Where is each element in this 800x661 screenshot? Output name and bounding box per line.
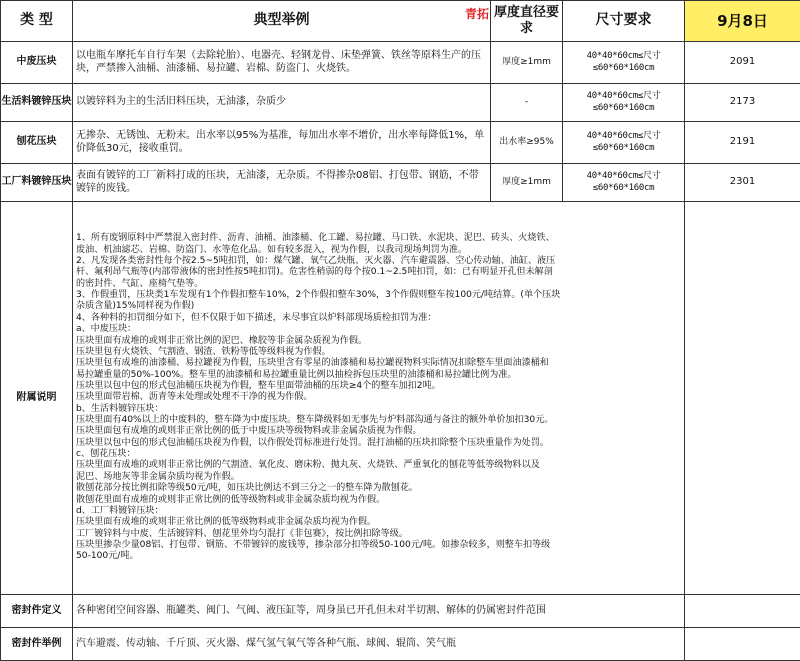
notes-line: 3、作假重罚，压块类1车发现有1个作假扣整车10%，2个作假扣整车30%，3个作假则整车按100元/吨结算。(单个压块 [76,290,681,301]
header-example [73,1,491,42]
notes-line: 1、所有废钢原料中严禁混入密封件、沥青、油桶、油漆桶、化工罐、易拉罐、马口铁、水泥块、泥巴、砖头、火烧铁、 [76,233,681,244]
notes-line: a、中废压块： [76,324,681,335]
row-thickness: 厚度≥1mm [491,164,563,202]
row-category: 工厂料镀锌压块 [1,164,73,202]
header-example-label: 典型举例 [254,12,310,28]
row-example: 以电瓶车摩托车自行车架（去除轮胎）、电器壳、轻钢龙骨、床垫弹簧、铁丝等原料生产的压块，严禁掺入油桶、油漆桶、易拉罐、岩棉、防盗门、火烧铁。 [73,42,491,84]
notes-line: 压块里包有成堆的油漆桶、易拉罐视为作假，压块里含有零星的油漆桶和易拉罐视物料实际情况扣除整车里面油漆桶和 [76,358,681,369]
row-value: 2173 [685,84,800,122]
header-date: 9月8日 [685,1,800,42]
seal-examples-row [1,628,800,661]
notes-line: 泥巴、场地灰等非金属杂质均视为作假。 [76,472,681,483]
notes-line: 压块里面有成堆的或则非正常比例的低等级物料或非金属杂质均视为作假。 [76,517,681,528]
notes-line: 压块里面有40%以上的中废料的，整车降为中废压块。整车降级料如无事先与炉料部沟通与备注的额外单价加扣30元。 [76,415,681,426]
row-value: 2301 [685,164,800,202]
notes-line: 2、凡发现各类密封性每个按2.5~5吨扣罚，如：煤气罐、氧气乙炔瓶、灭火器、汽车避震器、空心传动轴、油缸、液压 [76,256,681,267]
table-row [1,164,800,202]
row-thickness: 出水率≥95% [491,122,563,164]
seal-definition-text: 各种密闭空间容器、瓶罐类、阀门、气阀、液压缸等，周身虽已开孔但未对半切割、解体的仍属密封件范围 [73,595,685,628]
row-category: 生活料镀锌压块 [1,84,73,122]
notes-line: 散刨花部分按比例扣除等级50元/吨，如压块比例达不到三分之一的整车降为散刨花。 [76,483,681,494]
row-size: 40*40*60cm≤尺寸≤60*60*160cm [563,84,685,122]
row-thickness: - [491,84,563,122]
notes-line: 50-100元/吨。 [76,551,681,562]
notes-lines [76,233,681,562]
notes-line: 散刨花里面有成堆的或则非正常比例的低等级物料或非金属杂质均视为作假。 [76,495,681,506]
row-example: 以镀锌料为主的生活旧料压块，无油漆，杂质少 [73,84,491,122]
row-category: 刨花压块 [1,122,73,164]
notes-line: b、生活料镀锌压块： [76,404,681,415]
header-row [1,1,800,42]
row-value: 2091 [685,42,800,84]
notes-line: d、工厂料镀锌压块： [76,506,681,517]
table-row [1,84,800,122]
notes-line: 杆、氟利昂气瓶等(内部带液体的密封性按5吨扣罚)。危害性稍弱的每个按0.1~2.5吨扣罚，如：已有明显开孔但未解剖 [76,267,681,278]
table-row [1,42,800,84]
header-category: 类 型 [1,1,73,42]
row-category: 中废压块 [1,42,73,84]
notes-line: 压块里面有成堆的或则非正常比例的泥巴、橡胶等非金属杂质视为作假。 [76,336,681,347]
header-stamp: 青拓 [465,7,489,22]
notes-line: 压块里以包中包的形式包油桶压块视为作假，整车里面带油桶的压块≥4个的整车加扣2吨。 [76,381,681,392]
row-size: 40*40*60cm≤尺寸≤60*60*160cm [563,42,685,84]
notes-line: 压块里包有火烧铁、气割渣、钢渣、铁粉等低等级料视为作假。 [76,347,681,358]
header-size: 尺寸要求 [563,1,685,42]
notes-line: 4、各种料的扣罚细分如下，但不仅限于如下描述，未尽事宜以炉料部现场质检扣罚为准： [76,313,681,324]
notes-line: 杂质含量)15%同样视为作假) [76,301,681,312]
seal-definition-label: 密封件定义 [1,595,73,628]
row-example: 无掺杂、无锈蚀、无粉末。出水率以95%为基准，每加出水率不增价，出水率每降低1%，单价降低30元，接收重罚。 [73,122,491,164]
row-size: 40*40*60cm≤尺寸≤60*60*160cm [563,122,685,164]
notes-line: 的密封件、气缸、座椅气垫等。 [76,279,681,290]
seal-definition-blank [685,595,800,628]
notes-line: 压块里以包中包的形式包油桶压块视为作假，以作假处罚标准进行处罚。混打油桶的压块扣除整个压块重量作为处罚。 [76,438,681,449]
notes-line: 工厂镀锌料与中废、生活镀锌料、刨花里外均匀混打《非包赛》，按比例扣除等级。 [76,529,681,540]
notes-line: 易拉罐重量的50%-100%。整车里的油漆桶和易拉罐重量比例以抽检拆包压块里的油漆桶和易拉罐比例为准。 [76,370,681,381]
notes-label: 附属说明 [1,202,73,595]
row-thickness: 厚度≥1mm [491,42,563,84]
notes-line: 废油、机油滤芯、岩棉、防盗门、水等危化品。如有较多混入，视为作假，以我司现场判罚为准。 [76,245,681,256]
seal-examples-blank [685,628,800,661]
header-thickness: 厚度直径要求 [491,1,563,42]
notes-line: c、刨花压块： [76,449,681,460]
notes-row [1,202,800,595]
notes-text [73,202,685,595]
notes-line: 压块里面包有成堆的或则非正常比例的低于中废压块等级物料或非金属杂质视为作假。 [76,426,681,437]
notes-blank [685,202,800,595]
seal-examples-label: 密封件举例 [1,628,73,661]
table-row [1,122,800,164]
notes-line: 压块里掺杂少量08铝、打包带、钢筋、不带镀锌的废钱等，掺杂部分扣等级50-100元/吨。如掺杂较多，则整车扣等级 [76,540,681,551]
seal-examples-text: 汽车避震、传动轴、千斤顶、灭火器、煤气氢气氧气等各种气瓶、球阀、辊筒、笑气瓶 [73,628,685,661]
notes-line: 压块里面有成堆的或则非正常比例的气割渣、氧化皮、磨床粉、抛丸灰、火烧铁、严重氧化的刨花等低等级物料以及 [76,460,681,471]
notes-line: 压块里面带岩棉、沥青等未处理或处理不干净的视为作假。 [76,392,681,403]
seal-definition-row [1,595,800,628]
row-value: 2191 [685,122,800,164]
row-example: 表面有镀锌的工厂新料打成的压块，无油漆，无杂质。不得掺杂08铝、打包带、钢筋，不带镀锌的废钱。 [73,164,491,202]
row-size: 40*40*60cm≤尺寸≤60*60*160cm [563,164,685,202]
